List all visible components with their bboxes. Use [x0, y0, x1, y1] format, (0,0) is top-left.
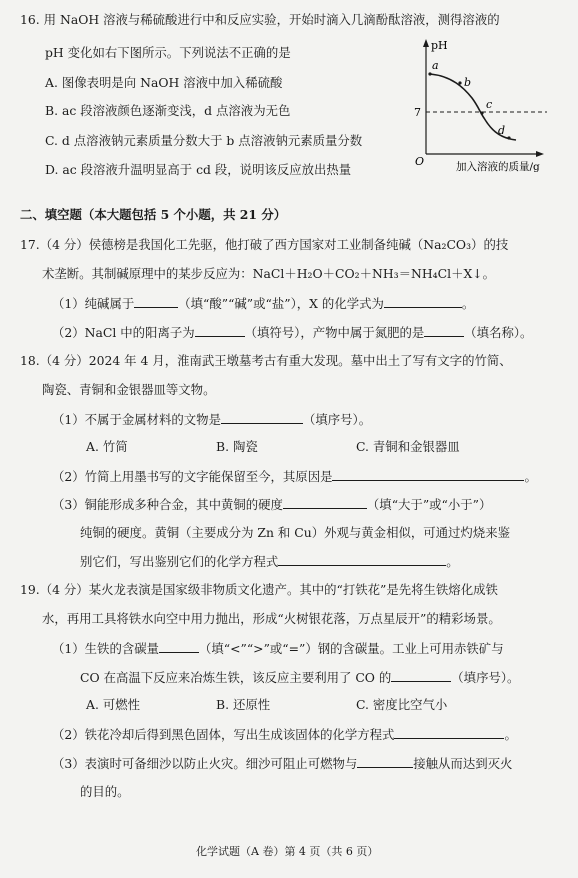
point-a-mark	[428, 72, 431, 75]
ph-graph	[412, 36, 572, 181]
q19-option-c: C. 密度比空气小	[356, 697, 448, 712]
point-a-label: a	[432, 59, 439, 72]
q18-part3-text-b: （填“大于”或“小于”）	[366, 497, 492, 512]
point-b-mark	[458, 81, 461, 84]
q17-part1-text-a: （1）纯碱属于	[52, 296, 135, 311]
point-b-label: b	[464, 76, 472, 89]
q16-option-a: A. 图像表明是向 NaOH 溶液中加入稀硫酸	[45, 75, 283, 90]
q18-part3-text-e: 。	[446, 554, 459, 569]
q17-blank-3[interactable]	[195, 324, 245, 337]
q18-line2: 陶瓷、青铜和金银器皿等文物。	[42, 382, 216, 397]
page-footer: 化学试题（A 卷）第 4 页（共 6 页）	[196, 845, 379, 858]
q17-line1: 17.（4 分）侯德榜是我国化工先驱，他打破了西方国家对工业制备纯碱（Na₂CO₃）的技	[20, 237, 509, 252]
point-c-label: c	[486, 98, 493, 111]
q19-part3-text-a: （3）表演时可备细沙以防止火灾。细沙可阻止可燃物与	[52, 756, 358, 771]
q19-part3	[52, 755, 512, 772]
section2-heading: 二、填空题（本大题包括 5 个小题，共 21 分）	[20, 207, 287, 222]
q17-part1	[52, 295, 474, 312]
q17-line2: 术垄断。其制碱原理中的某步反应为：NaCl＋H₂O＋CO₂＋NH₃＝NH₄Cl＋X↓。	[42, 266, 496, 281]
q19-blank-3[interactable]	[394, 726, 504, 739]
q17-part2-text-b: （填符号），产物中属于氮肥的是	[244, 325, 425, 340]
q18-blank-1[interactable]	[221, 411, 303, 424]
q16-option-d: D. ac 段溶液升温明显高于 cd 段，说明该反应放出热量	[45, 162, 352, 177]
q18-blank-4[interactable]	[278, 553, 446, 566]
q18-part1-text-b: （填序号）。	[302, 412, 372, 427]
q19-part2-text-a: （2）铁花冷却后得到黑色固体，写出生成该固体的化学方程式	[52, 727, 395, 742]
q18-option-b: B. 陶瓷	[216, 439, 258, 454]
q19-part1-text-d: （填序号）。	[451, 670, 520, 685]
q17-part2-text-c: （填名称）。	[464, 325, 533, 340]
x-axis-label: 加入溶液的质量/g	[456, 161, 540, 173]
q19-line1: 19.（4 分）某火龙表演是国家级非物质文化遗产。其中的“打铁花”是先将生铁熔化成铁	[20, 582, 498, 597]
q17-part1-text-c: 。	[461, 296, 475, 311]
q19-option-a: A. 可燃性	[86, 697, 140, 712]
q17-blank-1[interactable]	[134, 295, 178, 308]
point-d-mark	[507, 136, 510, 139]
q19-part2-text-b: 。	[504, 727, 517, 742]
q16-option-c: C. d 点溶液钠元素质量分数大于 b 点溶液钠元素质量分数	[45, 133, 363, 148]
q19-part3-line2: 的目的。	[80, 784, 130, 799]
ph7-label: 7	[414, 106, 421, 119]
x-axis-arrow	[536, 151, 544, 157]
q19-part1-line2	[80, 669, 519, 686]
q17-part2-text-a: （2）NaCl 中的阳离子为	[52, 325, 195, 340]
q19-part1-text-c: CO 在高温下反应来冶炼生铁，该反应主要利用了 CO 的	[80, 670, 392, 685]
q18-part2-text-b: 。	[524, 469, 537, 484]
q19-part1-text-b: （填“<”“>”或“=”）钢的含碳量。工业上可用赤铁矿与	[199, 641, 504, 656]
q18-line1: 18.（4 分）2024 年 4 月，淮南武王墩墓考古有重大发现。墓中出土了写有文字的竹简、	[20, 353, 512, 368]
q17-blank-2[interactable]	[384, 295, 462, 308]
point-c-mark	[480, 111, 483, 114]
q19-part3-text-b: 接触从而达到灭火	[413, 756, 513, 771]
q19-blank-2[interactable]	[391, 669, 451, 682]
q18-blank-2[interactable]	[332, 468, 524, 481]
q19-part1-text-a: （1）生铁的含碳量	[52, 641, 160, 656]
q18-part1	[52, 411, 371, 428]
q18-part2	[52, 468, 537, 485]
q16-line2: pH 变化如右下图所示。下列说法不正确的是	[45, 45, 291, 60]
q16-line1: 16. 用 NaOH 溶液与稀硫酸进行中和反应实验，开始时滴入几滴酚酞溶液，测得溶液的	[20, 12, 500, 27]
y-axis-label: pH	[431, 39, 448, 52]
q18-part3-text-a: （3）铜能形成多种合金，其中黄铜的硬度	[52, 497, 283, 512]
q19-part2	[52, 726, 517, 743]
q18-part3-text-d: 别它们，写出鉴别它们的化学方程式	[80, 554, 279, 569]
q18-part2-text-a: （2）竹简上用墨书写的文字能保留至今，其原因是	[52, 469, 333, 484]
origin-label: O	[415, 155, 425, 168]
q19-line2: 水，再用工具将铁水向空中用力抛出，形成“火树银花落，万点星辰开”的精彩场景。	[42, 611, 501, 626]
point-d-label: d	[498, 124, 506, 137]
q19-blank-1[interactable]	[159, 640, 199, 653]
q19-blank-4[interactable]	[357, 755, 413, 768]
q17-blank-4[interactable]	[424, 324, 464, 337]
q18-blank-3[interactable]	[283, 496, 367, 509]
q17-part1-text-b: （填“酸”“碱”或“盐”），X 的化学式为	[178, 296, 384, 311]
q17-part2	[52, 324, 532, 341]
q18-part1-text-a: （1）不属于金属材料的文物是	[52, 412, 221, 427]
q19-part1	[52, 640, 504, 657]
q18-part3-line2: 纯铜的硬度。黄铜（主要成分为 Zn 和 Cu）外观与黄金相似，可通过灼烧来鉴	[80, 525, 510, 540]
q18-part3-line3	[80, 553, 459, 570]
q19-option-b: B. 还原性	[216, 697, 271, 712]
q18-option-c: C. 青铜和金银器皿	[356, 439, 460, 454]
q18-option-a: A. 竹简	[86, 439, 128, 454]
q16-option-b: B. ac 段溶液颜色逐渐变浅，d 点溶液为无色	[45, 103, 291, 118]
q18-part3	[52, 496, 491, 513]
y-axis-arrow	[423, 39, 429, 47]
